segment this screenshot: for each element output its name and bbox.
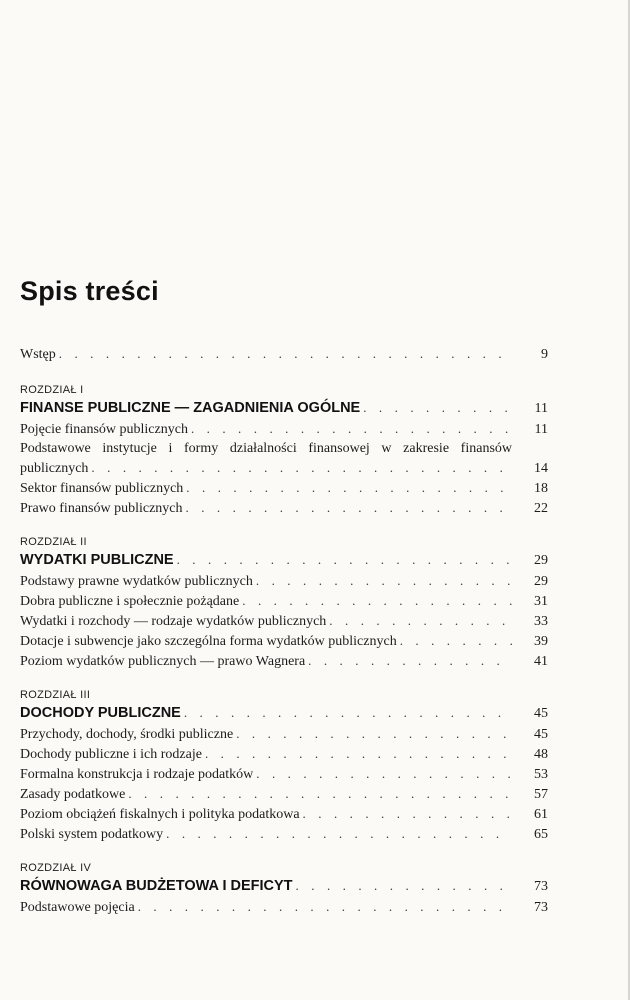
chapter-title: RÓWNOWAGA BUDŻETOWA I DEFICYT (20, 878, 293, 894)
toc-entry-label: Podstawy prawne wydatków publicznych (20, 574, 253, 589)
chapter-label: ROZDZIAŁ III (20, 689, 91, 701)
toc-entry-page: 48 (534, 747, 548, 762)
toc-entry[interactable] (20, 571, 548, 591)
toc-entry-line2 (20, 458, 548, 478)
chapter-title: DOCHODY PUBLICZNE (20, 705, 181, 721)
toc-entry-page: 31 (534, 594, 548, 609)
chapter-title-entry[interactable] (20, 550, 548, 571)
page-title: Spis treści (20, 276, 159, 306)
toc-entry[interactable] (20, 591, 548, 611)
chapter-label: ROZDZIAŁ IV (20, 862, 92, 874)
toc-entry[interactable] (20, 478, 548, 498)
dot-leader (166, 824, 512, 843)
toc-entry-label: Podstawowe pojęcia (20, 900, 135, 915)
toc-entry-label: Dotacje i subwencje jako szczególna forma wydatków publicznych (20, 634, 397, 649)
toc-entry-label: Przychody, dochody, środki publiczne (20, 727, 234, 742)
toc-entry[interactable] (20, 651, 548, 671)
toc-entry-page: 57 (534, 787, 548, 802)
toc-entry-page: 14 (534, 461, 548, 476)
toc-entry[interactable] (20, 498, 548, 518)
toc-entry[interactable] (20, 611, 548, 631)
dot-leader (308, 651, 512, 670)
toc-entry-label: Polski system podatkowy (20, 827, 164, 842)
dot-leader (184, 703, 512, 723)
toc-entry-intro[interactable] (20, 344, 548, 364)
toc-entry-page: 45 (534, 706, 548, 721)
toc-entry-label: publicznych (20, 461, 89, 476)
toc-entry-label: Formalna konstrukcja i rodzaje podatków (20, 767, 254, 782)
dot-leader (329, 611, 512, 630)
dot-leader (303, 804, 512, 823)
toc-entry-page: 11 (534, 422, 548, 437)
chapter-label: ROZDZIAŁ II (20, 536, 87, 548)
dot-leader (296, 876, 512, 896)
toc-entry-page: 45 (534, 727, 548, 742)
dot-leader (138, 897, 512, 916)
dot-leader (256, 764, 512, 783)
table-of-contents (20, 344, 548, 917)
toc-entry-label: Pojęcie finansów publicznych (20, 422, 188, 437)
toc-entry-multiline[interactable] (20, 439, 548, 478)
toc-entry-page: 11 (534, 401, 548, 416)
toc-entry-page: 73 (534, 900, 548, 915)
chapter-title-entry[interactable] (20, 398, 548, 419)
dot-leader (205, 744, 512, 763)
toc-entry-label: Sektor finansów publicznych (20, 481, 184, 496)
toc-entry-page: 33 (534, 614, 548, 629)
toc-entry[interactable] (20, 824, 548, 844)
toc-entry[interactable] (20, 724, 548, 744)
toc-entry-page: 53 (534, 767, 548, 782)
dot-leader (363, 398, 512, 418)
chapter-title-entry[interactable] (20, 703, 548, 724)
toc-entry[interactable] (20, 631, 548, 651)
dot-leader (400, 631, 512, 650)
chapter-label: ROZDZIAŁ I (20, 384, 84, 396)
dot-leader (191, 419, 512, 438)
toc-entry[interactable] (20, 419, 548, 439)
chapter-title: FINANSE PUBLICZNE — ZAGADNIENIA OGÓLNE (20, 400, 361, 416)
toc-entry-label: Wstęp (20, 347, 56, 362)
dot-leader (236, 724, 512, 743)
toc-entry-label: Poziom wydatków publicznych — prawo Wagnera (20, 654, 306, 669)
dot-leader (91, 458, 512, 477)
toc-entry-page: 39 (534, 634, 548, 649)
chapter-title: WYDATKI PUBLICZNE (20, 552, 174, 568)
toc-entry-page: 18 (534, 481, 548, 496)
toc-entry-page: 9 (541, 347, 548, 362)
toc-entry[interactable] (20, 784, 548, 804)
toc-entry[interactable] (20, 744, 548, 764)
toc-entry-page: 29 (534, 574, 548, 589)
toc-entry[interactable] (20, 764, 548, 784)
toc-entry-page: 65 (534, 827, 548, 842)
dot-leader (59, 344, 512, 363)
toc-entry-page: 61 (534, 807, 548, 822)
toc-entry-label: Dochody publiczne i ich rodzaje (20, 747, 202, 762)
chapter-title-entry[interactable] (20, 876, 548, 897)
toc-entry-page: 29 (534, 553, 548, 568)
dot-leader (256, 571, 512, 590)
toc-entry-label: Wydatki i rozchody — rodzaje wydatków publicznych (20, 614, 327, 629)
dot-leader (242, 591, 512, 610)
toc-entry[interactable] (20, 804, 548, 824)
dot-leader (177, 550, 512, 570)
toc-entry-page: 73 (534, 879, 548, 894)
toc-entry-label: Zasady podatkowe (20, 787, 126, 802)
dot-leader (128, 784, 512, 803)
toc-entry[interactable] (20, 897, 548, 917)
dot-leader (186, 478, 512, 497)
dot-leader (186, 498, 512, 517)
toc-entry-label: Dobra publiczne i społecznie pożądane (20, 594, 240, 609)
toc-entry-label-line1: Podstawowe instytucje i formy działalności finansowej w zakresie finansów (20, 441, 512, 456)
toc-entry-label: Poziom obciążeń fiskalnych i polityka podatkowa (20, 807, 300, 822)
toc-entry-label: Prawo finansów publicznych (20, 501, 183, 516)
toc-entry-page: 41 (534, 654, 548, 669)
toc-entry-page: 22 (534, 501, 548, 516)
